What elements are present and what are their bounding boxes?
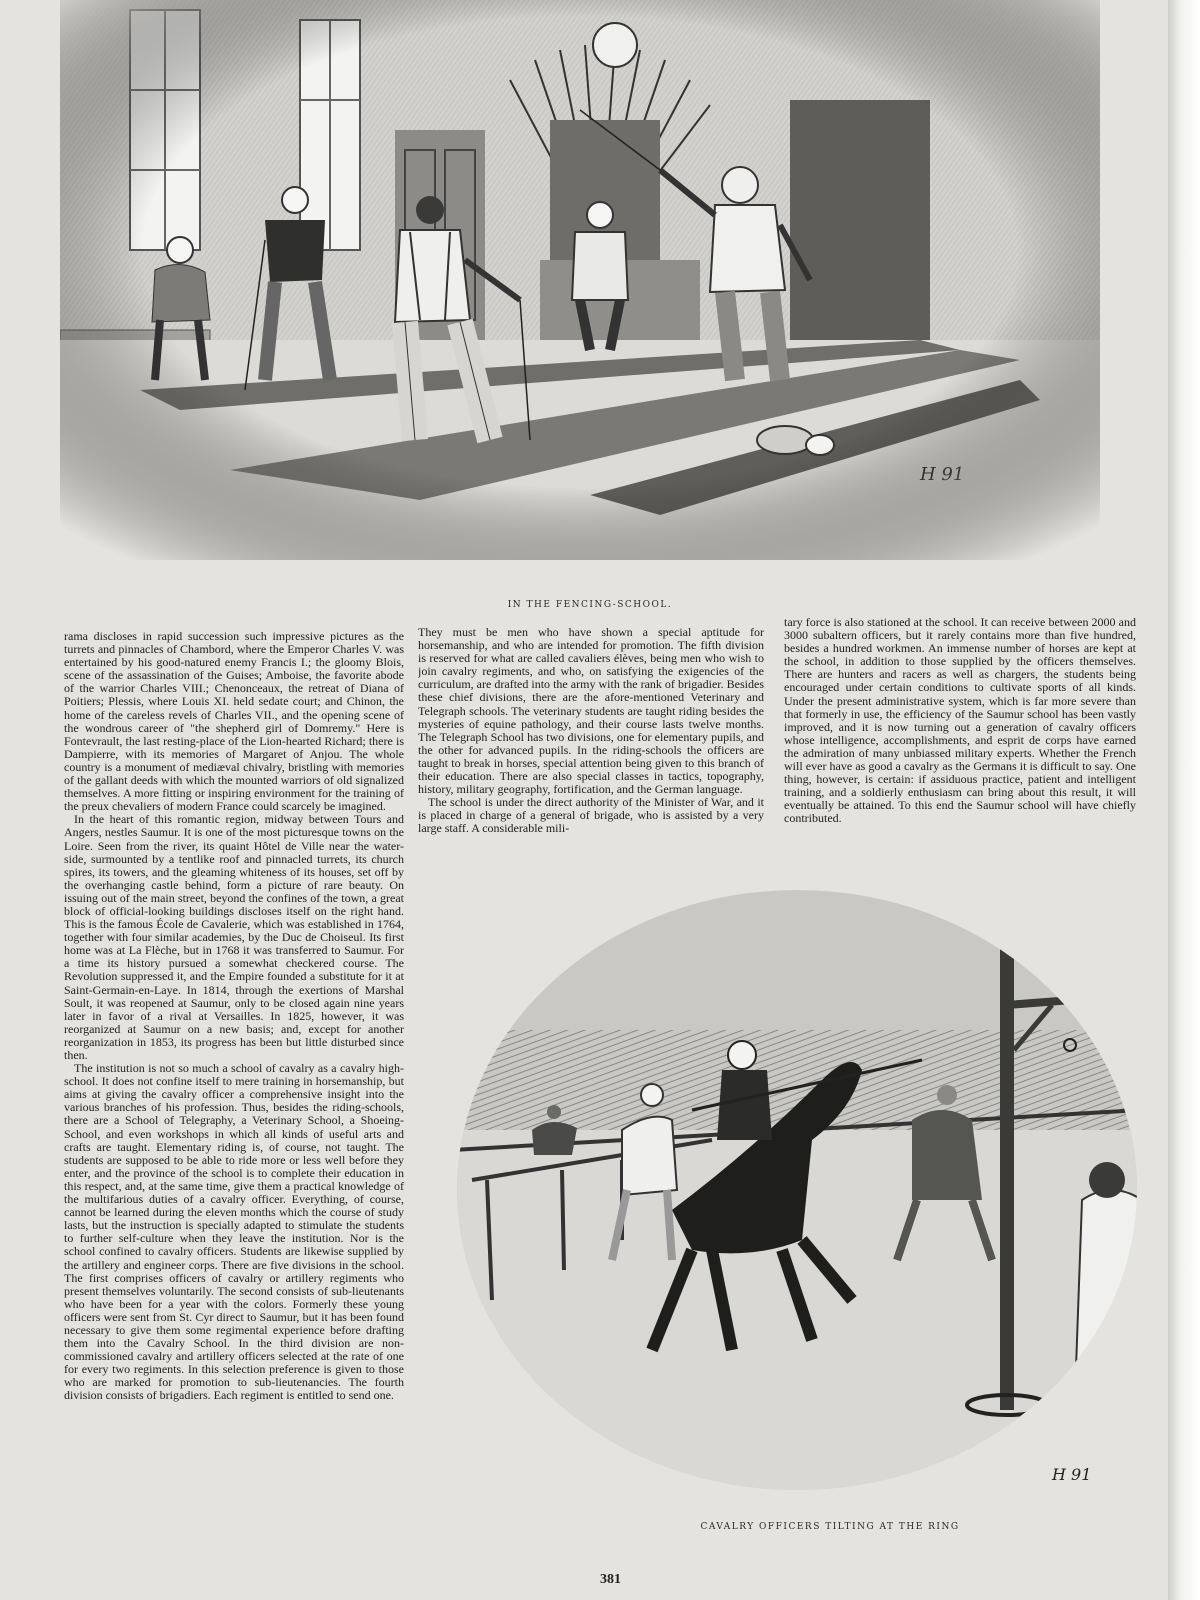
text-column-2 <box>418 626 764 876</box>
tilting-caption: CAVALRY OFFICERS TILTING AT THE RING <box>700 1522 960 1532</box>
paragraph: The school is under the direct authority of the Minister of War, and it is placed in charge of a general of brigade, who is assisted by a very large staff. A considerable mili- <box>418 795 764 836</box>
tilting-artist-signature: H 91 <box>1052 1465 1092 1484</box>
standing-soldier-figure <box>1072 1162 1142 1480</box>
paragraph: tary force is also stationed at the school. It can receive between 2000 and 3000 subaltern officers, but it rarely contains more than five hundred, besides a hundred workmen. An immense number of horses are kept at the school, in addition to those supplied by the officers themselves. There are hunters and racers as well as chargers, the students being encouraged under certain conditions to cultivate sports of all kinds. Under the present administrative system, which is far more severe than that formerly in use, the efficiency of the Saumur school has been vastly improved, and it is now turning out a generation of cavalry officers whose intelligence, accomplishments, and esprit de corps have earned the admiration of many unbiassed military experts. Whether the French will ever have as good a cavalry as the Germans it is difficult to say. One thing, however, is certain: if assiduous practice, patient and intelligent training, and a soldierly enthusiasm can bring about this result, it will eventually be attained. To this end the Saumur school will have chiefly contributed. <box>784 616 1136 826</box>
paragraph: rama discloses in rapid succession such impressive pictures as the turrets and pinnacles of Chambord, where the Emperor Charles V. was entertained by his good-natured enemy Francis I.; the gloomy Blois, scene of the assassination of the Guises; Amboise, the favorite abode of the warrior Charles VIII.; Chenonceaux, the retreat of Diana of Poitiers; Plessis, where Louis XI. held sedate court; and Chinon, the home of the careless revels of Charles VII., and the opening scene of the wondrous career of "the shepherd girl of Domremy." Here is Fontevrault, the last resting-place of the Lion-hearted Richard; there is Dampierre, with its memories of Margaret of Anjou. The whole country is a monument of mediæval chivalry, bristling with memories of the gallant deeds with which the mounted warriors of old signalized themselves. A more fitting or inspiring environment for the training of the preux chevaliers of modern France could scarcely be imagined. <box>64 630 404 814</box>
paragraph: In the heart of this romantic region, midway between Tours and Angers, nestles Saumur. It is one of the most picturesque towns on the Loire. Seen from the river, its quaint Hôtel de Ville near the water-side, surmounted by a tentlike roof and pinnacled turrets, its church spires, its towers, and the gleaming whiteness of its houses, set off by the overhanging castle behind, form a picture of rare beauty. On issuing out of the main street, beyond the confines of the town, a great block of official-looking buildings discloses itself on the right hand. This is the famous École de Cavalerie, which was established in 1764, together with four similar academies, by the Duc de Choiseul. Its first home was at La Flèche, but in 1768 it was transferred to Saumur. For a time its history pursued a somewhat checkered course. The Revolution suppressed it, and the Empire founded a substitute for it at Saint-Germain-en-Laye. In 1814, through the exertions of Marshal Soult, it was reopened at Saumur, only to be closed again nine years later in favor of a rival at Versailles. In 1825, however, it was reorganized at Saumur on a new basis; and, except for another reorganization in 1853, its progress has been but little disturbed since then. <box>64 812 404 1062</box>
paragraph: They must be men who have shown a special aptitude for horsemanship, and who are intended for promotion. The fifth division is reserved for what are called cavaliers élèves, being men who wish to join cavalry regiments, and who, on satisfying the exigencies of the curriculum, are drafted into the army with the rank of brigadier. Besides these chief divisions, there are the afore-mentioned Veterinary and Telegraph schools. The veterinary students are taught riding besides the mysteries of equine pathology, and their course lasts twelve months. The Telegraph School has two divisions, one for elementary pupils, and the other for advanced pupils. In the riding-schools the officers are taught to break in horses, special attention being given to this branch of their education. There are also special classes in tactics, topography, history, military geography, fortification, and the German language. <box>418 626 764 797</box>
fencing-caption: IN THE FENCING-SCHOOL. <box>507 600 673 610</box>
cavalry-tilting-illustration <box>452 880 1142 1520</box>
text-column-1 <box>64 630 404 1590</box>
text-column-3 <box>784 616 1136 866</box>
paragraph: The institution is not so much a school of cavalry as a cavalry high-school. It does not confine itself to mere training in horsemanship, but aims at giving the cavalry officer a comprehensive insight into the various branches of his profession. Thus, besides the riding-schools, there are a School of Telegraphy, a Veterinary School, a Shoeing-School, and even workshops in which all kinds of useful arts and crafts are taught. Elementary riding is, of course, not taught. The students are supposed to be able to ride more or less well before they enter, and the province of the school is to complete their education in this respect, and, at the same time, give them a practical knowledge of the multifarious duties of a cavalry officer. Everything, of course, cannot be learned during the eleven months which the course of study lasts, but the instruction is specially adapted to stimulate the students to further self-culture when they leave the institution. Nor is the school confined to cavalry officers. Students are likewise supplied by the artillery and engineer corps. There are five divisions in the school. The first comprises officers of cavalry or artillery regiments who present themselves voluntarily. The second consists of sub-lieutenants who have been for a year with the colors. Formerly these young officers were sent from St. Cyr direct to Saumur, but it has been found necessary to give them some regimental experience before drafting them into the Cavalry School. In the third division are non-commissioned cavalry and artillery officers selected at the rate of one for every two regiments. In this selection preference is given to those who are marked for promotion to sub-lieutenancies. The fourth division consists of brigadiers. Each regiment is entitled to send one. <box>64 1061 404 1403</box>
page-edge <box>1168 0 1200 1600</box>
page-number: 381 <box>600 1572 621 1587</box>
fencing-school-illustration <box>60 0 1100 560</box>
